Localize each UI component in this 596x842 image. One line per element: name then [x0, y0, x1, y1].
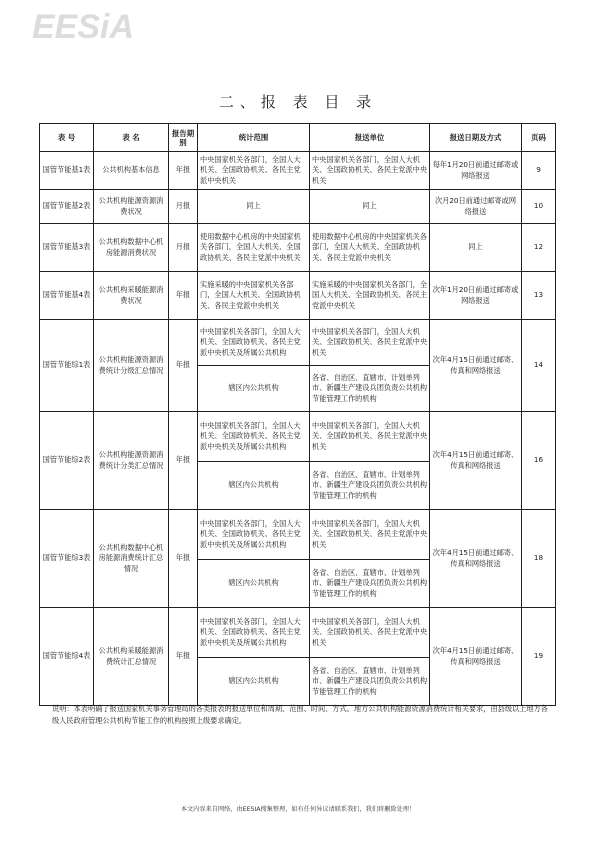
table-row [40, 412, 556, 462]
table-row [40, 272, 556, 320]
row-period: 年报 [169, 608, 198, 706]
table-row [40, 190, 556, 224]
row-unit-central: 中央国家机关各部门，全国人大机关、全国政协机关、各民主党派中央机关 [310, 608, 430, 658]
row-unit-local: 各省、自治区、直辖市、计划单列市、新疆生产建设兵团负责公共机构节能管理工作的机构 [310, 560, 430, 608]
header-deadline: 报送日期及方式 [430, 124, 522, 152]
row-deadline: 次月20日前通过邮寄或网络报送 [430, 190, 522, 224]
row-unit-local: 各省、自治区、直辖市、计划单列市、新疆生产建设兵团负责公共机构节能管理工作的机构 [310, 462, 430, 510]
row-code: 国管节能基2表 [40, 190, 94, 224]
footer-disclaimer: 本文内容来自网络，由EESIA搜集整理，如有任何异议请联系我们，我们将删除处理！ [180, 806, 416, 813]
row-unit: 同上 [310, 190, 430, 224]
row-page: 14 [522, 320, 556, 412]
row-scope-central: 中央国家机关各部门，全国人大机关、全国政协机关、各民主党派中央机关及所属公共机构 [198, 608, 310, 658]
row-unit: 实施采暖的中央国家机关各部门，全国人大机关、全国政协机关、各民主党派中央机关 [310, 272, 430, 320]
row-unit: 使用数据中心机房的中央国家机关各部门，全国人大机关、全国政协机关、各民主党派中央机关 [310, 224, 430, 272]
row-code: 国管节能综2表 [40, 412, 94, 510]
header-period: 报告期别 [169, 124, 198, 152]
row-scope-local: 辖区内公共机构 [198, 462, 310, 510]
header-code: 表 号 [40, 124, 94, 152]
row-name: 公共机构采暖能源消费状况 [94, 272, 169, 320]
row-name: 公共机构能源资源消费状况 [94, 190, 169, 224]
row-page: 13 [522, 272, 556, 320]
report-catalog-table [39, 123, 556, 706]
row-unit-central: 中央国家机关各部门，全国人大机关、全国政协机关、各民主党派中央机关 [310, 412, 430, 462]
row-period: 年报 [169, 320, 198, 412]
row-code: 国管节能综3表 [40, 510, 94, 608]
row-name: 公共机构基本信息 [94, 152, 169, 190]
row-period: 年报 [169, 272, 198, 320]
row-unit-local: 各省、自治区、直辖市、计划单列市、新疆生产建设兵团负责公共机构节能管理工作的机构 [310, 366, 430, 412]
row-code: 国管节能基4表 [40, 272, 94, 320]
page-title: 二、报 表 目 录 [218, 93, 378, 111]
row-period: 年报 [169, 412, 198, 510]
row-deadline: 次年1月20日前通过邮寄或网络报送 [430, 272, 522, 320]
row-scope-local: 辖区内公共机构 [198, 366, 310, 412]
row-page: 16 [522, 412, 556, 510]
row-name: 公共机构采暖能源消费统计汇总情况 [94, 608, 169, 706]
table-row [40, 320, 556, 366]
table-header-row [40, 124, 556, 152]
table-row [40, 224, 556, 272]
header-page: 页码 [522, 124, 556, 152]
row-page: 12 [522, 224, 556, 272]
row-page: 9 [522, 152, 556, 190]
row-unit-central: 中央国家机关各部门，全国人大机关、全国政协机关、各民主党派中央机关 [310, 320, 430, 366]
row-deadline: 次年4月15日前通过邮寄、传真和网络报送 [430, 320, 522, 412]
row-deadline: 次年4月15日前通过邮寄、传真和网络报送 [430, 608, 522, 706]
explanatory-note: 说明：本表明确了报送国家机关事务管理局的各类报表的报送单位和周期、范围、时间、方式。地方公共机构能源资源消费统计相关要求，由县级以上地方各级人民政府管理公共机构节能工作的机构按照上级要求确定。 [52, 704, 548, 725]
header-scope: 统计范围 [198, 124, 310, 152]
table-row [40, 152, 556, 190]
row-scope-local: 辖区内公共机构 [198, 560, 310, 608]
row-scope-central: 中央国家机关各部门，全国人大机关、全国政协机关、各民主党派中央机关及所属公共机构 [198, 320, 310, 366]
row-period: 月报 [169, 224, 198, 272]
header-unit: 报送单位 [310, 124, 430, 152]
row-period: 月报 [169, 190, 198, 224]
row-scope: 使用数据中心机房的中央国家机关各部门，全国人大机关、全国政协机关、各民主党派中央机关 [198, 224, 310, 272]
row-code: 国管节能综1表 [40, 320, 94, 412]
row-code: 国管节能基3表 [40, 224, 94, 272]
row-code: 国管节能综4表 [40, 608, 94, 706]
row-page: 18 [522, 510, 556, 608]
row-unit: 中央国家机关各部门，全国人大机关、全国政协机关、各民主党派中央机关 [310, 152, 430, 190]
row-code: 国管节能基1表 [40, 152, 94, 190]
row-name: 公共机构数据中心机房能源消费统计汇总情况 [94, 510, 169, 608]
row-deadline: 每年1月20日前通过邮寄或网络报送 [430, 152, 522, 190]
row-scope-local: 辖区内公共机构 [198, 658, 310, 706]
row-scope-central: 中央国家机关各部门，全国人大机关、全国政协机关、各民主党派中央机关及所属公共机构 [198, 412, 310, 462]
table-row [40, 608, 556, 658]
row-scope-central: 中央国家机关各部门，全国人大机关、全国政协机关、各民主党派中央机关及所属公共机构 [198, 510, 310, 560]
row-page: 19 [522, 608, 556, 706]
row-name: 公共机构能源资源消费统计分类汇总情况 [94, 412, 169, 510]
row-deadline: 次年4月15日前通过邮寄、传真和网络报送 [430, 412, 522, 510]
row-deadline: 次年4月15日前通过邮寄、传真和网络报送 [430, 510, 522, 608]
row-page: 10 [522, 190, 556, 224]
table-row [40, 510, 556, 560]
row-name: 公共机构能源资源消费统计分级汇总情况 [94, 320, 169, 412]
row-deadline: 同上 [430, 224, 522, 272]
row-name: 公共机构数据中心机房能源消费状况 [94, 224, 169, 272]
row-scope: 同上 [198, 190, 310, 224]
header-name: 表 名 [94, 124, 169, 152]
row-unit-local: 各省、自治区、直辖市、计划单列市、新疆生产建设兵团负责公共机构节能管理工作的机构 [310, 658, 430, 706]
row-scope: 中央国家机关各部门，全国人大机关、全国政协机关、各民主党派中央机关 [198, 152, 310, 190]
row-unit-central: 中央国家机关各部门，全国人大机关、全国政协机关、各民主党派中央机关 [310, 510, 430, 560]
row-period: 年报 [169, 152, 198, 190]
brand-logo: EESiA [32, 8, 135, 46]
row-period: 年报 [169, 510, 198, 608]
row-scope: 实施采暖的中央国家机关各部门，全国人大机关、全国政协机关、各民主党派中央机关 [198, 272, 310, 320]
